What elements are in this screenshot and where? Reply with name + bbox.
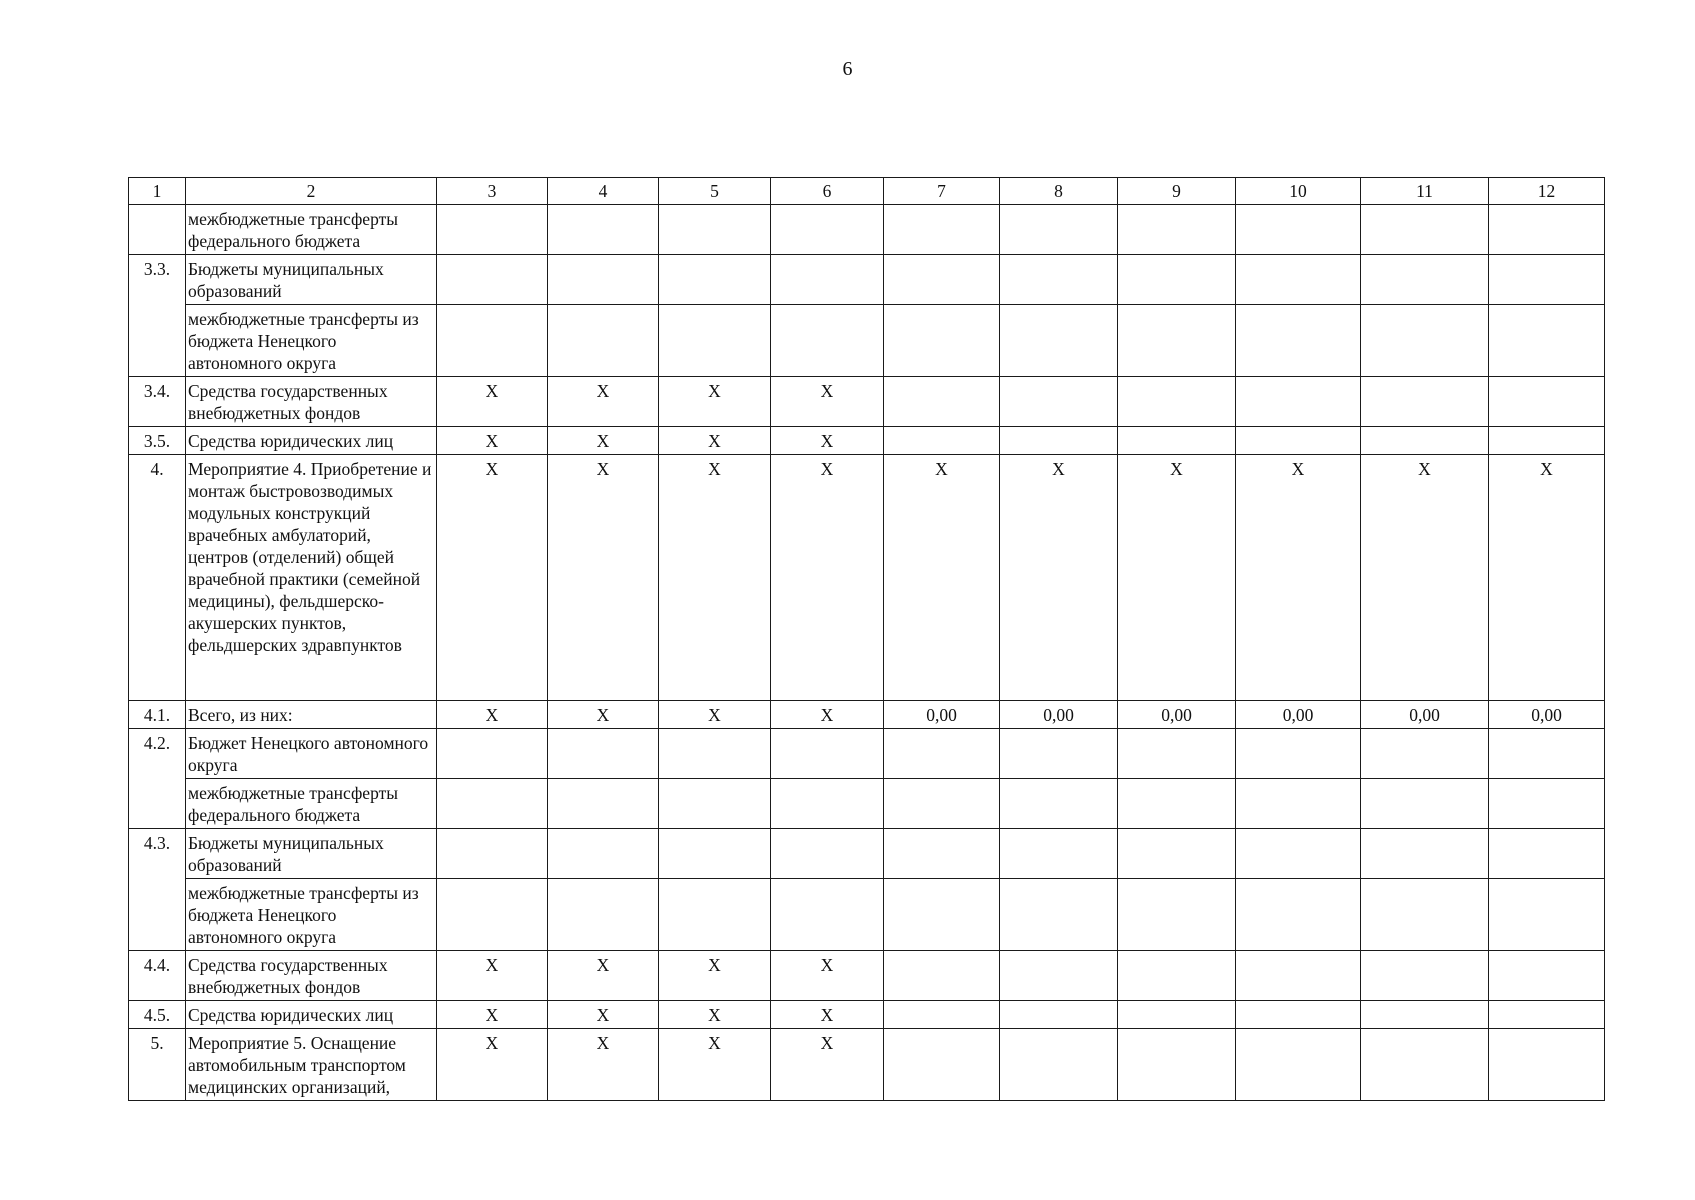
value-cell	[437, 255, 548, 305]
value-cell	[437, 205, 548, 255]
header-cell: 2	[186, 178, 437, 205]
row-name: Средства юридических лиц	[186, 1001, 437, 1029]
table-row	[129, 701, 1605, 729]
value-cell	[884, 427, 1000, 455]
value-cell	[437, 729, 548, 779]
value-cell: Х	[1236, 455, 1361, 701]
value-cell	[1489, 255, 1605, 305]
value-cell: Х	[771, 951, 884, 1001]
table-row	[129, 427, 1605, 455]
value-cell	[437, 779, 548, 829]
row-name: Средства государственных внебюджетных фондов	[186, 951, 437, 1001]
value-cell	[1489, 879, 1605, 951]
value-cell	[1361, 879, 1489, 951]
value-cell	[1118, 779, 1236, 829]
value-cell	[548, 205, 659, 255]
row-number: 4.3.	[129, 829, 186, 879]
row-name: межбюджетные трансферты федерального бюджета	[186, 205, 437, 255]
value-cell	[884, 829, 1000, 879]
value-cell: 0,00	[1489, 701, 1605, 729]
value-cell	[771, 779, 884, 829]
value-cell	[1489, 305, 1605, 377]
value-cell	[1118, 205, 1236, 255]
value-cell: Х	[548, 701, 659, 729]
value-cell	[437, 879, 548, 951]
value-cell: Х	[548, 1001, 659, 1029]
row-name: Всего, из них:	[186, 701, 437, 729]
value-cell	[771, 205, 884, 255]
row-name: межбюджетные трансферты из бюджета Ненецкого автономного округа	[186, 305, 437, 377]
value-cell: Х	[771, 701, 884, 729]
row-name: Мероприятие 4. Приобретение и монтаж быстровозводимых модульных конструкций врачебных амбулаторий, центров (отделений) общей врачебной практики (семейной медицины), фельдшерско-акушерских пунктов, фельдшерских здравпунктов	[186, 455, 437, 701]
value-cell	[659, 305, 771, 377]
row-name: Бюджеты муниципальных образований	[186, 255, 437, 305]
row-name: Средства государственных внебюджетных фондов	[186, 377, 437, 427]
table-row	[129, 729, 1605, 779]
value-cell: Х	[771, 427, 884, 455]
row-number: 4.	[129, 455, 186, 701]
value-cell	[1000, 377, 1118, 427]
header-cell: 10	[1236, 178, 1361, 205]
row-number: 5.	[129, 1029, 186, 1101]
row-number: 3.4.	[129, 377, 186, 427]
value-cell	[1000, 829, 1118, 879]
value-cell: Х	[437, 951, 548, 1001]
table-row	[129, 377, 1605, 427]
header-cell: 9	[1118, 178, 1236, 205]
value-cell	[1489, 951, 1605, 1001]
header-cell: 12	[1489, 178, 1605, 205]
value-cell: Х	[1489, 455, 1605, 701]
value-cell	[1000, 879, 1118, 951]
value-cell: Х	[659, 951, 771, 1001]
value-cell: Х	[1000, 455, 1118, 701]
value-cell: Х	[771, 455, 884, 701]
value-cell	[884, 951, 1000, 1001]
value-cell	[1118, 377, 1236, 427]
value-cell	[1236, 879, 1361, 951]
value-cell	[1236, 377, 1361, 427]
value-cell: Х	[771, 377, 884, 427]
value-cell	[1000, 951, 1118, 1001]
value-cell	[1236, 427, 1361, 455]
value-cell	[1361, 951, 1489, 1001]
header-cell: 4	[548, 178, 659, 205]
row-number	[129, 779, 186, 829]
value-cell	[771, 829, 884, 879]
table-row	[129, 305, 1605, 377]
value-cell: Х	[437, 1029, 548, 1101]
value-cell	[884, 729, 1000, 779]
value-cell	[1361, 305, 1489, 377]
value-cell	[1236, 779, 1361, 829]
row-number: 4.1.	[129, 701, 186, 729]
value-cell	[1236, 255, 1361, 305]
table-row	[129, 879, 1605, 951]
row-number: 3.5.	[129, 427, 186, 455]
header-cell: 7	[884, 178, 1000, 205]
value-cell	[1489, 1029, 1605, 1101]
row-name: Бюджет Ненецкого автономного округа	[186, 729, 437, 779]
row-number: 4.4.	[129, 951, 186, 1001]
table-row	[129, 1001, 1605, 1029]
value-cell: Х	[437, 701, 548, 729]
value-cell: 0,00	[884, 701, 1000, 729]
value-cell	[1489, 1001, 1605, 1029]
value-cell: Х	[437, 427, 548, 455]
value-cell: Х	[659, 1029, 771, 1101]
value-cell	[1361, 377, 1489, 427]
value-cell: Х	[771, 1029, 884, 1101]
table-row	[129, 829, 1605, 879]
value-cell: 0,00	[1118, 701, 1236, 729]
value-cell	[1236, 729, 1361, 779]
value-cell	[884, 779, 1000, 829]
row-number	[129, 205, 186, 255]
value-cell	[548, 255, 659, 305]
value-cell	[1236, 1001, 1361, 1029]
table-row	[129, 951, 1605, 1001]
value-cell	[437, 305, 548, 377]
value-cell	[1000, 205, 1118, 255]
value-cell	[884, 1029, 1000, 1101]
value-cell	[1361, 1001, 1489, 1029]
value-cell: Х	[548, 427, 659, 455]
value-cell	[1236, 1029, 1361, 1101]
value-cell	[884, 1001, 1000, 1029]
value-cell	[1361, 729, 1489, 779]
value-cell	[1489, 377, 1605, 427]
row-number	[129, 305, 186, 377]
value-cell	[1361, 205, 1489, 255]
row-number: 4.2.	[129, 729, 186, 779]
value-cell: Х	[659, 427, 771, 455]
table-row	[129, 455, 1605, 701]
value-cell	[1489, 427, 1605, 455]
value-cell	[771, 729, 884, 779]
value-cell: Х	[771, 1001, 884, 1029]
value-cell	[659, 729, 771, 779]
row-name: межбюджетные трансферты федерального бюджета	[186, 779, 437, 829]
row-number: 4.5.	[129, 1001, 186, 1029]
value-cell: Х	[437, 455, 548, 701]
table-row	[129, 255, 1605, 305]
header-cell: 6	[771, 178, 884, 205]
page-number: 6	[842, 58, 853, 80]
value-cell: Х	[1361, 455, 1489, 701]
value-cell	[1361, 427, 1489, 455]
row-number: 3.3.	[129, 255, 186, 305]
header-cell: 8	[1000, 178, 1118, 205]
value-cell	[884, 305, 1000, 377]
value-cell	[1000, 779, 1118, 829]
value-cell	[659, 829, 771, 879]
value-cell	[1000, 255, 1118, 305]
row-number	[129, 879, 186, 951]
value-cell: 0,00	[1000, 701, 1118, 729]
value-cell	[1489, 205, 1605, 255]
value-cell	[1489, 729, 1605, 779]
value-cell	[1489, 779, 1605, 829]
value-cell	[1118, 1001, 1236, 1029]
value-cell: Х	[437, 1001, 548, 1029]
value-cell	[1118, 1029, 1236, 1101]
header-cell: 11	[1361, 178, 1489, 205]
value-cell	[1489, 829, 1605, 879]
value-cell	[1236, 305, 1361, 377]
value-cell	[1361, 779, 1489, 829]
value-cell	[1118, 427, 1236, 455]
value-cell	[1000, 729, 1118, 779]
value-cell	[1236, 829, 1361, 879]
value-cell	[659, 879, 771, 951]
row-name: Мероприятие 5. Оснащение автомобильным транспортом медицинских организаций,	[186, 1029, 437, 1101]
value-cell	[1236, 951, 1361, 1001]
value-cell: Х	[548, 1029, 659, 1101]
value-cell	[437, 829, 548, 879]
row-name: Бюджеты муниципальных образований	[186, 829, 437, 879]
value-cell	[548, 305, 659, 377]
value-cell	[884, 255, 1000, 305]
header-cell: 1	[129, 178, 186, 205]
value-cell	[1118, 305, 1236, 377]
row-name: Средства юридических лиц	[186, 427, 437, 455]
header-cell: 3	[437, 178, 548, 205]
value-cell	[548, 829, 659, 879]
value-cell	[1000, 1029, 1118, 1101]
value-cell	[1361, 255, 1489, 305]
table-row	[129, 779, 1605, 829]
value-cell: Х	[1118, 455, 1236, 701]
value-cell	[1361, 1029, 1489, 1101]
value-cell	[1000, 305, 1118, 377]
value-cell	[771, 879, 884, 951]
table-row	[129, 1029, 1605, 1101]
value-cell	[548, 879, 659, 951]
value-cell: Х	[884, 455, 1000, 701]
value-cell	[771, 255, 884, 305]
header-cell: 5	[659, 178, 771, 205]
value-cell	[548, 779, 659, 829]
value-cell	[1118, 879, 1236, 951]
value-cell	[1000, 1001, 1118, 1029]
value-cell	[884, 879, 1000, 951]
value-cell	[1000, 427, 1118, 455]
value-cell	[1118, 951, 1236, 1001]
value-cell: Х	[548, 455, 659, 701]
value-cell: Х	[659, 1001, 771, 1029]
table-row	[129, 205, 1605, 255]
value-cell	[884, 377, 1000, 427]
value-cell: Х	[437, 377, 548, 427]
value-cell	[1118, 255, 1236, 305]
value-cell: Х	[548, 377, 659, 427]
value-cell	[1118, 829, 1236, 879]
value-cell	[659, 779, 771, 829]
header-row	[129, 178, 1605, 205]
value-cell: 0,00	[1361, 701, 1489, 729]
value-cell	[1118, 729, 1236, 779]
row-name: межбюджетные трансферты из бюджета Ненецкого автономного округа	[186, 879, 437, 951]
value-cell: Х	[659, 377, 771, 427]
value-cell	[1361, 829, 1489, 879]
value-cell	[548, 729, 659, 779]
value-cell	[659, 205, 771, 255]
value-cell: Х	[659, 701, 771, 729]
value-cell	[1236, 205, 1361, 255]
value-cell: Х	[548, 951, 659, 1001]
value-cell	[771, 305, 884, 377]
value-cell: 0,00	[1236, 701, 1361, 729]
budget-table	[128, 177, 1605, 1101]
value-cell	[884, 205, 1000, 255]
value-cell: Х	[659, 455, 771, 701]
value-cell	[659, 255, 771, 305]
